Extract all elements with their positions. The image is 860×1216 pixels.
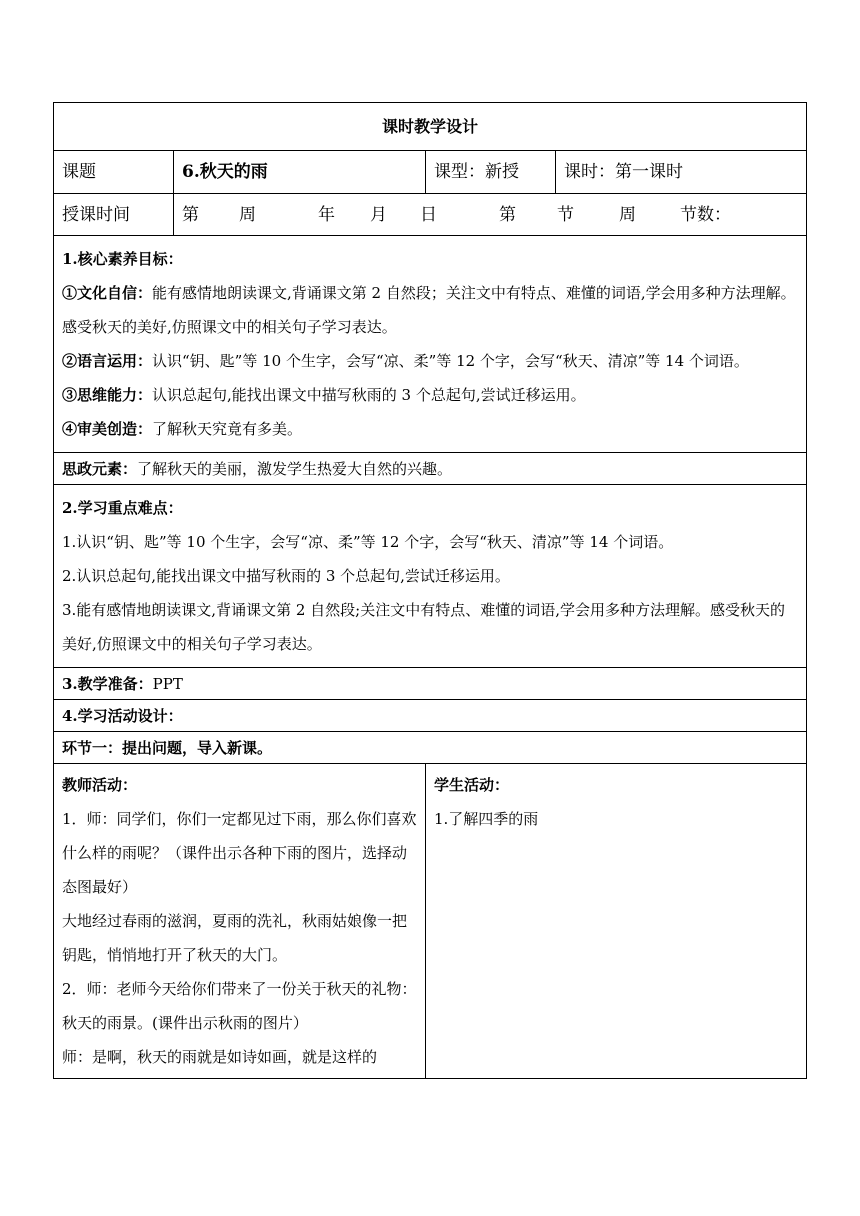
core-goal-text: 认识总起句,能找出课文中描写秋雨的 3 个总起句,尝试迁移运用。 — [152, 386, 586, 404]
lesson-type-label: 课型： — [434, 162, 485, 182]
preparation-section — [54, 668, 807, 700]
core-goal-item — [62, 412, 798, 446]
ideology-label: 思政元素： — [62, 459, 138, 478]
page-title: 课时教学设计 — [54, 103, 807, 151]
preparation-value: PPT — [152, 674, 183, 693]
schedule-week-prefix: 第 — [182, 204, 199, 225]
core-goal-label: ③思维能力： — [62, 386, 153, 404]
core-goal-text: 认识“钥、匙”等 10 个生字，会写“凉、柔”等 12 个字，会写“秋天、清凉”等 14 个词语。 — [152, 352, 749, 370]
teacher-activity-paragraph: 师：是啊，秋天的雨就是如诗如画，就是这样的 — [62, 1048, 378, 1066]
core-goals-section — [54, 236, 807, 453]
schedule-year: 年 — [318, 204, 335, 225]
lesson-type-cell — [426, 151, 556, 194]
key-points-section — [54, 485, 807, 668]
student-activity-paragraph: 1.了解四季的雨 — [434, 810, 539, 828]
key-point-item: 1.认识“钥、匙”等 10 个生字，会写“凉、柔”等 12 个字，会写“秋天、清凉”等 14 个词语。 — [62, 533, 674, 551]
student-activity-cell — [426, 764, 807, 1079]
key-point-item: 2.认识总起句,能找出课文中描写秋雨的 3 个总起句,尝试迁移运用。 — [62, 567, 510, 585]
schedule-week: 周 — [239, 204, 256, 225]
topic-value: 6.秋天的雨 — [174, 151, 426, 194]
schedule-section: 节 — [557, 204, 574, 225]
lesson-type-value: 新授 — [485, 162, 519, 182]
core-goal-label: ④审美创造： — [62, 420, 153, 438]
schedule-section-prefix: 第 — [499, 204, 516, 225]
teacher-activity-heading: 教师活动： — [62, 776, 138, 794]
schedule-section-count: 节数： — [680, 204, 731, 225]
core-goals-heading: 1.核心素养目标： — [62, 250, 183, 268]
ideology-text: 了解秋天的美丽，激发学生热爱大自然的兴趣。 — [137, 459, 453, 478]
core-goal-item — [62, 344, 798, 378]
schedule-month: 月 — [370, 204, 387, 225]
core-goal-item — [62, 378, 798, 412]
key-point-item: 3.能有感情地朗读课文,背诵课文第 2 自然段;关注文中有特点、难懂的词语,学会用多种方法理解。感受秋天的美好,仿照课文中的相关句子学习表达。 — [62, 601, 785, 653]
core-goal-item — [62, 276, 798, 344]
topic-label: 课题 — [54, 151, 174, 194]
activity-design-heading: 4.学习活动设计： — [54, 700, 807, 732]
teacher-activity-paragraph: 2．师：老师今天给你们带来了一份关于秋天的礼物：秋天的雨景。(课件出示秋雨的图片） — [62, 980, 417, 1032]
ideology-section — [54, 453, 807, 485]
key-points-heading: 2.学习重点难点： — [62, 499, 183, 517]
lesson-period-cell — [556, 151, 807, 194]
teacher-activity-paragraph: 1．师：同学们，你们一定都见过下雨，那么你们喜欢什么样的雨呢？（课件出示各种下雨的图片，选择动态图最好） — [62, 810, 417, 896]
core-goal-label: ①文化自信： — [62, 284, 153, 302]
segment-one-heading: 环节一：提出问题，导入新课。 — [54, 732, 807, 764]
teacher-activity-cell — [54, 764, 426, 1079]
core-goal-label: ②语言运用： — [62, 352, 153, 370]
schedule-value — [174, 194, 807, 236]
core-goal-text: 了解秋天究竟有多美。 — [152, 420, 303, 438]
core-goal-text: 能有感情地朗读课文,背诵课文第 2 自然段；关注文中有特点、难懂的词语,学会用多种方法理解。感受秋天的美好,仿照课文中的相关句子学习表达。 — [62, 284, 796, 336]
student-activity-heading: 学生活动： — [434, 776, 510, 794]
schedule-label: 授课时间 — [54, 194, 174, 236]
lesson-period-value: 第一课时 — [615, 162, 683, 182]
lesson-period-label: 课时： — [564, 162, 615, 182]
lesson-plan-table — [53, 102, 807, 1079]
teacher-activity-paragraph: 大地经过春雨的滋润，夏雨的洗礼，秋雨姑娘像一把钥匙，悄悄地打开了秋天的大门。 — [62, 912, 408, 964]
schedule-day: 日 — [420, 204, 437, 225]
preparation-label: 3.教学准备： — [62, 674, 153, 693]
schedule-week-day: 周 — [619, 204, 636, 225]
